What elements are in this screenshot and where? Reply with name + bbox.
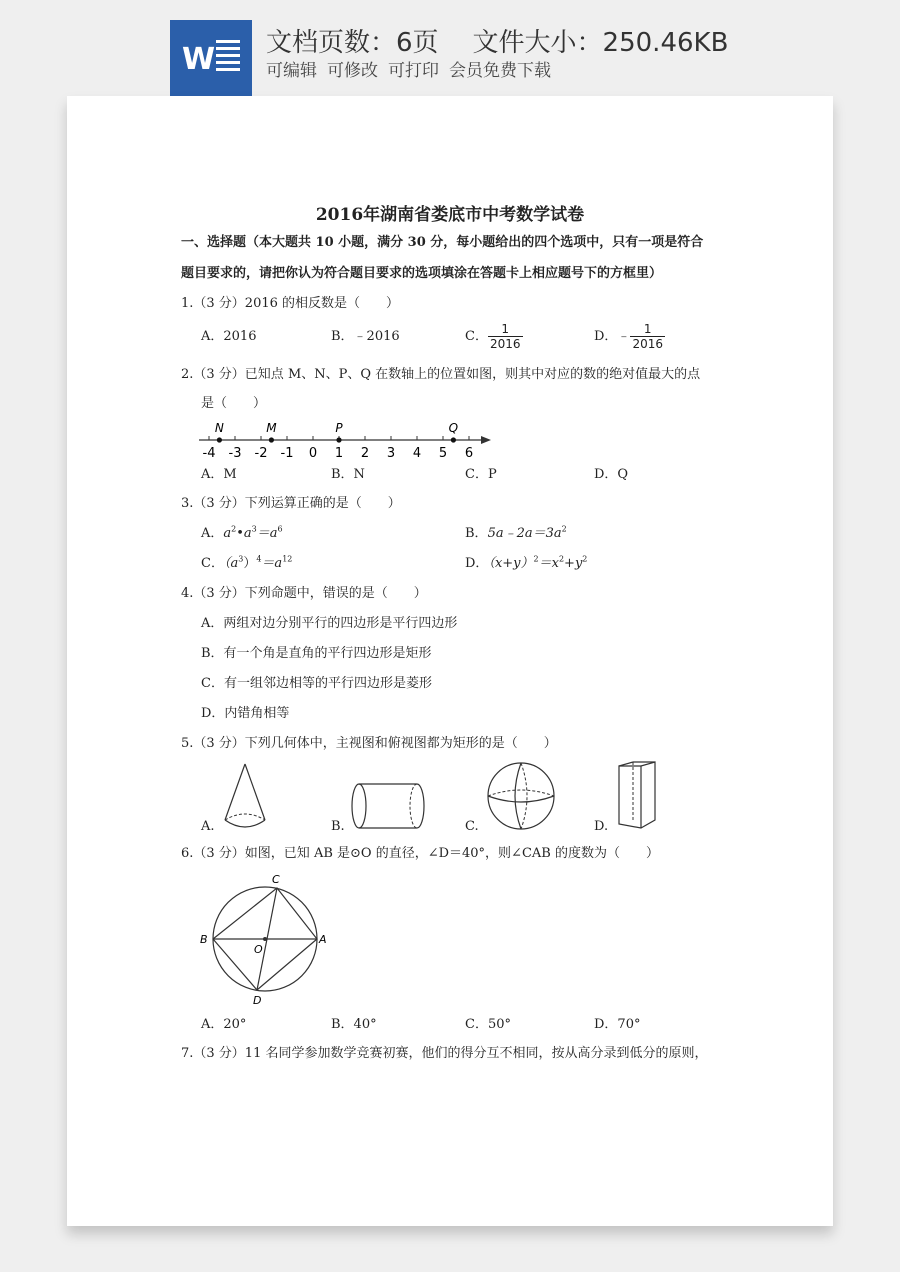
q4-option-c: C．有一组邻边相等的平行四边形是菱形 [201, 676, 432, 691]
point-p [336, 437, 341, 442]
feature-modifiable: 可修改 [327, 61, 378, 81]
axis-tick-label: 4 [412, 446, 422, 461]
question-2-stem-line1: 2.（3 分）已知点 M、N、P、Q 在数轴上的位置如图，则其中对应的数的绝对值最大的点 [181, 367, 701, 382]
exam-title: 2016年湖南省娄底市中考数学试卷 [315, 205, 585, 225]
question-1-stem: 1.（3 分）2016 的相反数是（ ） [181, 296, 400, 311]
feature-list [266, 56, 561, 81]
q5-option-a: A. [201, 819, 215, 834]
point-label-b: B [200, 933, 208, 946]
axis-tick-label: 2 [360, 446, 370, 461]
feature-member-download: 会员免费下载 [449, 61, 551, 81]
q4-option-a: A．两组对边分别平行的四边形是平行四边形 [201, 616, 458, 631]
circle-geometry-figure [195, 870, 335, 1010]
page-count: 文档页数：6页 [266, 28, 439, 58]
question-2-stem-line2: 是（ ） [201, 396, 267, 411]
axis-tick-label: -3 [228, 446, 242, 461]
q6-option-a: A．20° [201, 1017, 247, 1032]
axis-tick-label: 0 [308, 446, 318, 461]
q3-option-d: D．$(x+y)^2=x^2+y^2$ [465, 554, 588, 571]
axis-tick-label: 5 [438, 446, 448, 461]
q1-option-c: C． $\frac{1}{2016}$ [465, 322, 521, 351]
section-heading-line2: 题目要求的，请把你认为符合题目要求的选项填涂在答题卡上相应题号下的方框里） [181, 266, 663, 281]
point-label-a: A [319, 933, 327, 946]
q5-option-c: C. [465, 819, 479, 834]
point-label-d: D [253, 994, 262, 1007]
q1-option-d: D．﹣ $\frac{1}{2016}$ [594, 322, 663, 351]
q6-option-c: C．50° [465, 1017, 511, 1032]
question-6-stem: 6.（3 分）如图，已知 AB 是⊙O 的直径，∠D＝40°，则∠CAB 的度数为（ ） [181, 846, 659, 861]
point-label-m: M [266, 421, 277, 435]
point-q [451, 437, 456, 442]
document-page [67, 96, 833, 1226]
q1-option-b: B．﹣2016 [331, 329, 400, 344]
section-heading-line1: 一、选择题（本大题共 10 小题，满分 30 分，每小题给出的四个选项中，只有一项是符合 [181, 235, 704, 250]
q2-option-b: B．N [331, 467, 365, 482]
point-label-n: N [214, 421, 224, 435]
feature-printable: 可打印 [388, 61, 439, 81]
word-document-icon: W [170, 20, 252, 96]
point-label-p: P [335, 421, 343, 435]
point-label-q: Q [448, 421, 459, 435]
q1-option-a: A．2016 [201, 329, 257, 344]
axis-tick-label: -2 [254, 446, 268, 461]
q4-option-b: B．有一个角是直角的平行四边形是矩形 [201, 646, 432, 661]
download-banner [0, 0, 900, 96]
question-5-stem: 5.（3 分）下列几何体中，主视图和俯视图都为矩形的是（ ） [181, 736, 557, 751]
question-4-stem: 4.（3 分）下列命题中，错误的是（ ） [181, 586, 427, 601]
q2-option-a: A．M [201, 467, 237, 482]
axis-tick-label: 1 [334, 446, 344, 461]
axis-arrow [481, 436, 491, 444]
fraction: $\frac{1}{2016}$ [489, 322, 521, 351]
axis-tick-label: -1 [280, 446, 294, 461]
cone-figure [219, 760, 279, 834]
sphere-figure [485, 760, 557, 832]
point-m [269, 437, 274, 442]
triangular-prism-figure [615, 760, 661, 832]
fraction: $\frac{1}{2016}$ [632, 322, 663, 351]
file-info-title [266, 22, 728, 59]
q3-option-a: A．$a^2•a^3=a^6$ [201, 524, 283, 541]
axis-tick-label: 6 [464, 446, 474, 461]
q4-option-d: D．内错角相等 [201, 706, 290, 721]
axis-tick-label: -4 [202, 446, 216, 461]
q6-option-d: D．70° [594, 1017, 641, 1032]
point-label-c: C [272, 873, 280, 886]
question-3-stem: 3.（3 分）下列运算正确的是（ ） [181, 496, 401, 511]
q5-option-b: B. [331, 819, 345, 834]
feature-editable: 可编辑 [266, 61, 317, 81]
q3-option-b: B．$5a﹣2a=3a^2$ [465, 524, 567, 541]
question-7-stem: 7.（3 分）11 名同学参加数学竞赛初赛，他们的得分互不相同，按从高分录到低分的原则， [181, 1046, 708, 1061]
number-line-figure [195, 416, 495, 462]
q2-option-d: D．Q [594, 467, 629, 482]
q2-option-c: C．P [465, 467, 497, 482]
file-size: 文件大小：250.46KB [472, 28, 729, 58]
q3-option-c: C．$(a^3)^4=a^{12}$ [201, 554, 293, 571]
q5-option-d: D. [594, 819, 609, 834]
point-n [217, 437, 222, 442]
axis-tick-label: 3 [386, 446, 396, 461]
cylinder-figure [349, 780, 429, 832]
point-label-o: O [254, 943, 263, 956]
q6-option-b: B．40° [331, 1017, 377, 1032]
